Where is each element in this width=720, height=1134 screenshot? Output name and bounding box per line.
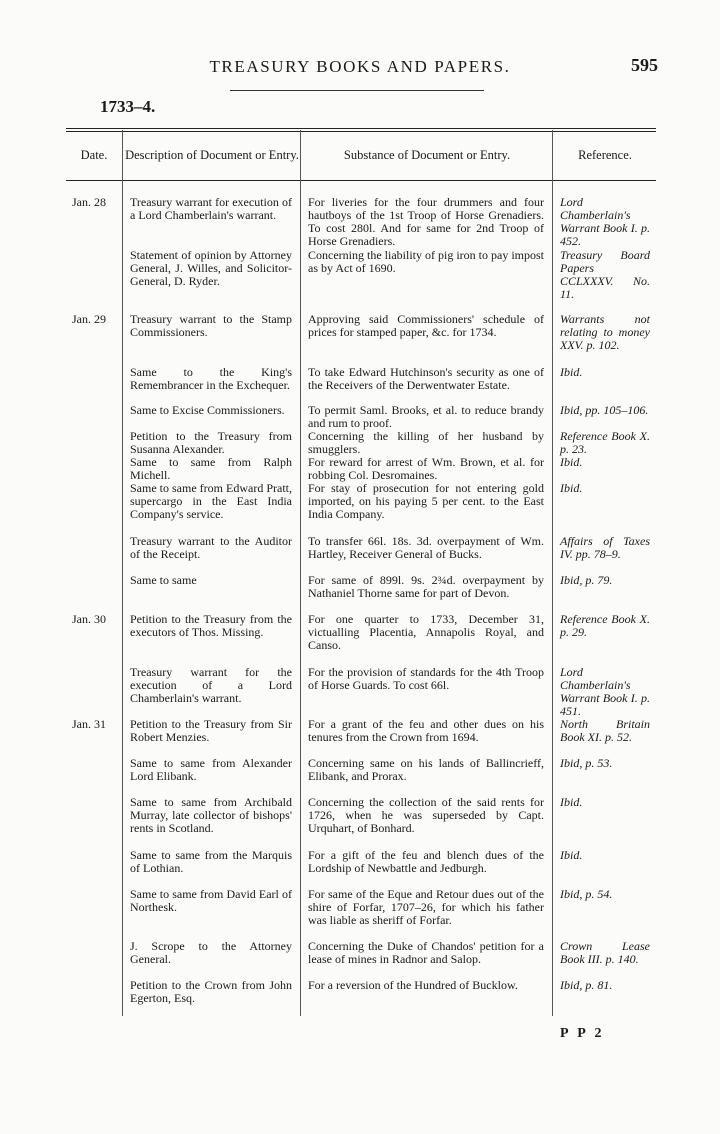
entry-reference: Ibid, p. 79. bbox=[560, 573, 613, 587]
column-header-description: Description of Document or Entry. bbox=[125, 148, 299, 162]
entry-reference: Reference Book X. p. 29. bbox=[560, 612, 650, 639]
entry-reference: Ibid, p. 54. bbox=[560, 887, 613, 901]
entry-description: Petition to the Treasury from the executors of Thos. Missing. bbox=[130, 612, 292, 639]
entry-description: Same to the King's Remembrancer in the Exchequer. bbox=[130, 365, 292, 392]
entry-description: Statement of opinion by Attorney General, J. Willes, and Solicitor-General, D. Ryder. bbox=[130, 248, 292, 288]
entry-description: Treasury warrant for the execution of a Lord Chamberlain's warrant. bbox=[130, 665, 292, 705]
entry-reference: Lord Chamberlain's Warrant Book I. p. 452. bbox=[560, 195, 650, 248]
entry-substance: Concerning same on his lands of Ballincrieff, Elibank, and Prorax. bbox=[308, 756, 544, 783]
entry-reference: Warrants not relating to money XXV. p. 102. bbox=[560, 312, 650, 352]
entry-substance: To permit Saml. Brooks, et al. to reduce brandy and rum to proof. bbox=[308, 403, 544, 430]
entry-reference: Reference Book X. p. 23. bbox=[560, 429, 650, 456]
entry-reference: Affairs of Taxes IV. pp. 78–9. bbox=[560, 534, 650, 561]
entry-reference: Treasury Board Papers CCLXXXV. No. 11. bbox=[560, 248, 650, 301]
entry-substance: Approving said Commissioners' schedule of prices for stamped paper, &c. for 1734. bbox=[308, 312, 544, 339]
entry-reference: Ibid, p. 81. bbox=[560, 978, 613, 992]
entry-date: Jan. 28 bbox=[72, 195, 106, 209]
year-heading: 1733–4. bbox=[100, 97, 156, 116]
entry-reference: North Britain Book XI. p. 52. bbox=[560, 717, 650, 744]
column-divider bbox=[122, 130, 123, 1016]
signature-mark: P P 2 bbox=[560, 1026, 605, 1041]
entry-substance: For a gift of the feu and blench dues of the Lordship of Newbattle and Jedburgh. bbox=[308, 848, 544, 875]
entry-reference: Ibid. bbox=[560, 795, 583, 809]
header-rule bbox=[230, 90, 484, 91]
entry-substance: For the provision of standards for the 4th Troop of Horse Guards. To cost 66l. bbox=[308, 665, 544, 692]
page-title: TREASURY BOOKS AND PAPERS. bbox=[209, 57, 511, 76]
entry-substance: Concerning the killing of her husband by smugglers. bbox=[308, 429, 544, 456]
entry-substance: To transfer 66l. 18s. 3d. overpayment of Wm. Hartley, Receiver General of Bucks. bbox=[308, 534, 544, 561]
entry-reference: Ibid. bbox=[560, 455, 583, 469]
entry-description: Petition to the Treasury from Sir Robert Menzies. bbox=[130, 717, 292, 744]
entry-reference: Ibid. bbox=[560, 481, 583, 495]
entry-description: Same to same from Archibald Murray, late collector of bishops' rents in Scotland. bbox=[130, 795, 292, 835]
column-header-reference: Reference. bbox=[578, 148, 632, 162]
entry-description: Same to same from David Earl of Northesk. bbox=[130, 887, 292, 914]
entry-reference: Ibid, pp. 105–106. bbox=[560, 403, 649, 417]
entry-substance: Concerning the liability of pig iron to pay impost as by Act of 1690. bbox=[308, 248, 544, 275]
entry-description: Same to same from Edward Pratt, supercargo in the East India Company's service. bbox=[130, 481, 292, 521]
entry-substance: Concerning the Duke of Chandos' petition for a lease of mines in Radnor and Salop. bbox=[308, 939, 544, 966]
entry-date: Jan. 30 bbox=[72, 612, 106, 626]
entry-description: Same to same from the Marquis of Lothian. bbox=[130, 848, 292, 875]
entry-description: Treasury warrant for execution of a Lord Chamberlain's warrant. bbox=[130, 195, 292, 222]
table-top-rule bbox=[66, 128, 656, 129]
entry-reference: Ibid. bbox=[560, 848, 583, 862]
column-divider bbox=[552, 130, 553, 1016]
entry-substance: For stay of prosecution for not entering gold imported, on his paying 5 per cent. to the East India Company. bbox=[308, 481, 544, 521]
entry-substance: For reward for arrest of Wm. Brown, et al. for robbing Col. Desromaines. bbox=[308, 455, 544, 482]
column-header-substance: Substance of Document or Entry. bbox=[343, 148, 511, 162]
entry-substance: For a grant of the feu and other dues on his tenures from the Crown from 1694. bbox=[308, 717, 544, 744]
entry-description: Same to same from Ralph Michell. bbox=[130, 455, 292, 482]
column-header-date: Date. bbox=[80, 148, 108, 162]
entry-description: Same to same bbox=[130, 573, 197, 587]
table-header-rule bbox=[66, 180, 656, 181]
entry-description: Petition to the Crown from John Egerton, Esq. bbox=[130, 978, 292, 1005]
entry-reference: Ibid. bbox=[560, 365, 583, 379]
entry-substance: To take Edward Hutchinson's security as one of the Receivers of the Derwentwater Estate. bbox=[308, 365, 544, 392]
entry-description: Treasury warrant to the Stamp Commissioners. bbox=[130, 312, 292, 339]
entry-substance: For same of the Eque and Retour dues out of the shire of Forfar, 1707–26, for which his father was liable as sheriff of Forfar. bbox=[308, 887, 544, 927]
page-number: 595 bbox=[631, 55, 658, 75]
entry-description: Same to same from Alexander Lord Elibank. bbox=[130, 756, 292, 783]
entry-substance: Concerning the collection of the said rents for 1726, when he was superseded by Capt. Urquhart, of Bonhard. bbox=[308, 795, 544, 835]
entry-substance: For a reversion of the Hundred of Bucklow. bbox=[308, 978, 518, 992]
entry-description: Petition to the Treasury from Susanna Alexander. bbox=[130, 429, 292, 456]
entry-date: Jan. 31 bbox=[72, 717, 106, 731]
entry-reference: Ibid, p. 53. bbox=[560, 756, 613, 770]
entry-description: Treasury warrant to the Auditor of the Receipt. bbox=[130, 534, 292, 561]
entry-substance: For same of 899l. 9s. 2¾d. overpayment by Nathaniel Thorne same for part of Devon. bbox=[308, 573, 544, 600]
entry-date: Jan. 29 bbox=[72, 312, 106, 326]
entry-substance: For one quarter to 1733, December 31, victualling Placentia, Annapolis Royal, and Canso. bbox=[308, 612, 544, 652]
entry-reference: Lord Chamberlain's Warrant Book I. p. 451. bbox=[560, 665, 650, 718]
entry-reference: Crown Lease Book III. p. 140. bbox=[560, 939, 650, 966]
column-divider bbox=[300, 130, 301, 1016]
entry-substance: For liveries for the four drummers and four hautboys of the 1st Troop of Horse Grenadiers. To cost 280l. And for same for 2nd Troop of Horse Grenadiers. bbox=[308, 195, 544, 248]
entry-description: Same to Excise Commissioners. bbox=[130, 403, 285, 417]
entry-description: J. Scrope to the Attorney General. bbox=[130, 939, 292, 966]
